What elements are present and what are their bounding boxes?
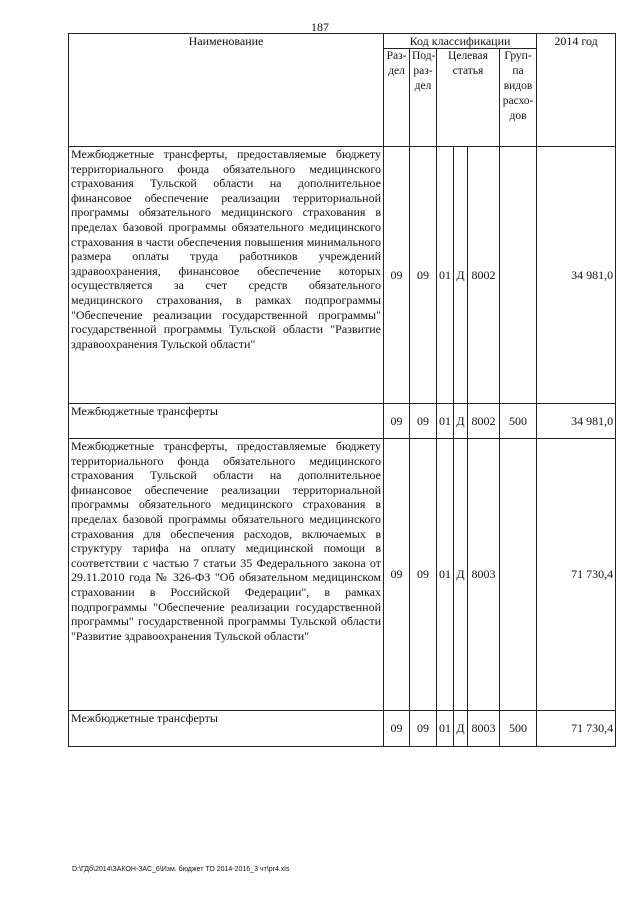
row-section: 09 xyxy=(384,147,410,404)
row-article-part1: 01 xyxy=(437,404,454,439)
page-number: 187 xyxy=(311,20,329,34)
row-expense-group: 500 xyxy=(500,711,537,747)
row-name: Межбюджетные трансферты xyxy=(69,711,384,747)
header-year: 2014 год xyxy=(537,34,616,147)
header-section: Раз-дел xyxy=(384,49,410,147)
header-classification: Код классификации xyxy=(384,34,537,49)
row-name: Межбюджетные трансферты, предоставляемые бюджету территориального фонда обязательного медицинского страхования Тульской области на дополнительное финансовое обеспечение реализации территориальной программы обязательного медицинского страхования в пределах базовой программы обязательного медицинского страхования для обеспечения расходов, включаемых в структуру тарифа на оплату медицинской помощи в соответствии с частью 7 статьи 35 Федерального закона от 29.11.2010 года № 326-ФЗ "Об обязательном медицинском страховании в Российской Федерации", в рамках подпрограммы "Обеспечение реализации государственной программы" государственной программы Тульской области "Развитие здравоохранения Тульской области" xyxy=(69,439,384,711)
row-expense-group xyxy=(500,147,537,404)
row-article-part3: 8002 xyxy=(468,147,500,404)
table-row xyxy=(69,711,616,747)
row-article-part3: 8003 xyxy=(468,711,500,747)
row-article-part2: Д xyxy=(454,404,468,439)
row-name: Межбюджетные трансферты xyxy=(69,404,384,439)
row-article-part2: Д xyxy=(454,439,468,711)
row-subsection: 09 xyxy=(410,147,437,404)
header-name: Наименование xyxy=(69,34,384,147)
row-article-part3: 8003 xyxy=(468,439,500,711)
row-article-part2: Д xyxy=(454,147,468,404)
row-expense-group: 500 xyxy=(500,404,537,439)
row-amount: 34 981,0 xyxy=(537,147,616,404)
row-section: 09 xyxy=(384,439,410,711)
row-amount: 71 730,4 xyxy=(537,439,616,711)
row-article-part1: 01 xyxy=(437,711,454,747)
header-target-article: Целевая статья xyxy=(437,49,500,147)
row-article-part1: 01 xyxy=(437,439,454,711)
file-path-footer: D:\ГДб\2014\ЗАКОН-ЗАС_6\Изм. бюджет ТО 2014-2016_3 чт\pr4.xls xyxy=(72,866,290,873)
row-subsection: 09 xyxy=(410,439,437,711)
row-amount: 34 981,0 xyxy=(537,404,616,439)
row-section: 09 xyxy=(384,404,410,439)
header-subsection: Под-раз-дел xyxy=(410,49,437,147)
row-article-part2: Д xyxy=(454,711,468,747)
row-amount: 71 730,4 xyxy=(537,711,616,747)
budget-table xyxy=(68,33,616,747)
row-name: Межбюджетные трансферты, предоставляемые бюджету территориального фонда обязательного медицинского страхования Тульской области на дополнительное финансовое обеспечение реализации территориальной программы обязательного медицинского страхования в пределах базовой программы обязательного медицинского страхования в части обеспечения повышения минимального размера оплаты труда работников учреждений здравоохранения, финансовое обеспечение которых осуществляется за счет средств обязательного медицинского страхования, в рамках подпрограммы "Обеспечение реализации государственной программы" государственной программы Тульской области "Развитие здравоохранения Тульской области" xyxy=(69,147,384,404)
header-expense-group: Груп-па видов расхо-дов xyxy=(500,49,537,147)
table-row xyxy=(69,404,616,439)
row-subsection: 09 xyxy=(410,711,437,747)
row-subsection: 09 xyxy=(410,404,437,439)
table-row xyxy=(69,439,616,711)
row-section: 09 xyxy=(384,711,410,747)
table-row xyxy=(69,147,616,404)
row-article-part1: 01 xyxy=(437,147,454,404)
row-article-part3: 8002 xyxy=(468,404,500,439)
row-expense-group xyxy=(500,439,537,711)
